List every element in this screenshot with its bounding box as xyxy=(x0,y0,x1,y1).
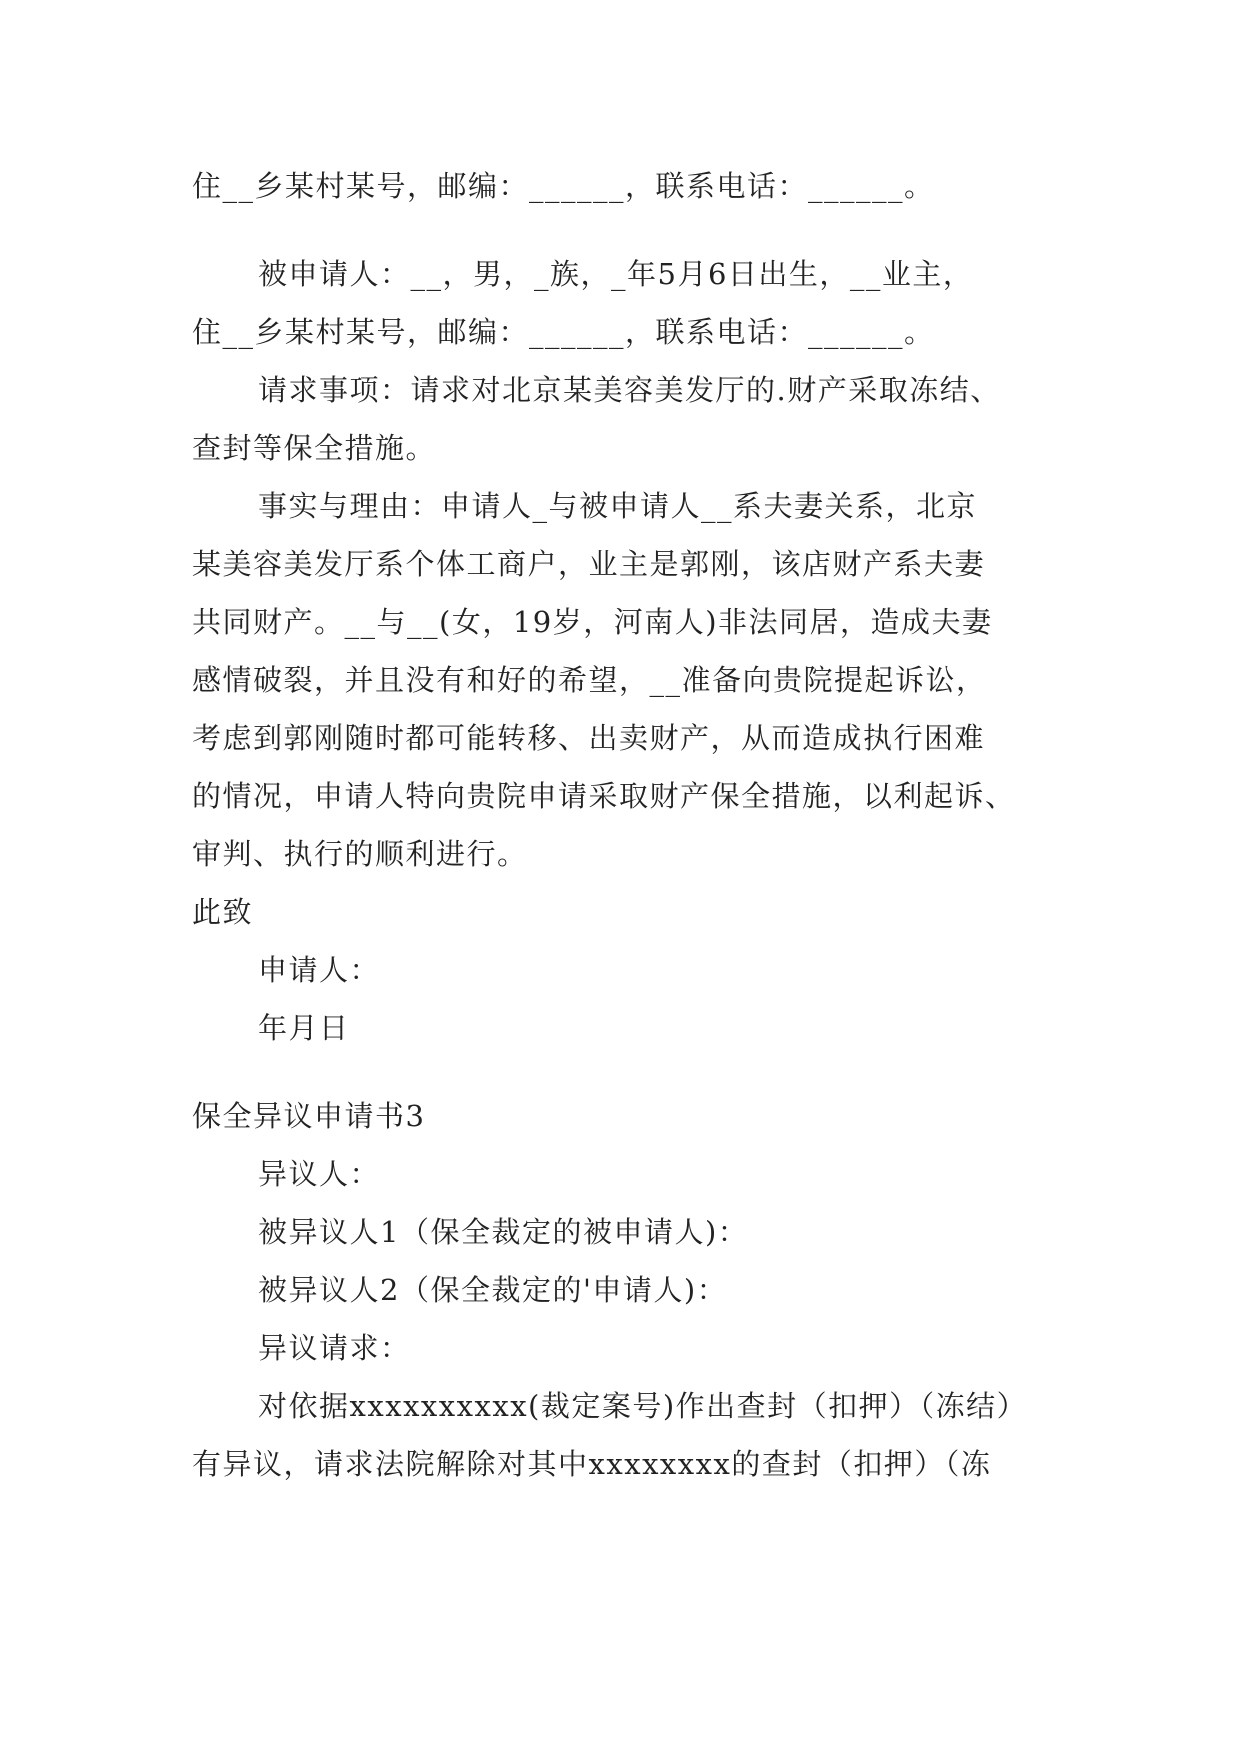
facts-reasons-line: 审判、执行的顺利进行。 xyxy=(192,837,528,871)
respondent-one-line: 被异议人1（保全裁定的被申请人)： xyxy=(258,1215,749,1249)
respondent-line: 被申请人：__，男，_族，_年5月6日出生，__业主， xyxy=(258,257,974,291)
objector-line: 异议人： xyxy=(258,1157,381,1191)
address-line-applicant: 住__乡某村某号，邮编：______，联系电话：______。 xyxy=(192,169,935,203)
facts-reasons-line: 某美容美发厅系个体工商户，业主是郭刚，该店财产系夫妻 xyxy=(192,547,986,581)
facts-reasons-line: 共同财产。__与__(女，19岁，河南人)非法同居，造成夫妻 xyxy=(192,605,993,639)
facts-reasons-line: 的情况，申请人特向贵院申请采取财产保全措施，以利起诉、 xyxy=(192,779,1016,813)
respondent-two-line: 被异议人2（保全裁定的'申请人)： xyxy=(258,1273,728,1307)
signature-date: 年月日 xyxy=(258,1011,350,1045)
salutation: 此致 xyxy=(192,895,254,929)
facts-reasons-line: 感情破裂，并且没有和好的希望，__准备向贵院提起诉讼， xyxy=(192,663,987,697)
objection-request-heading: 异议请求： xyxy=(258,1331,411,1365)
objection-request-line: 对依据xxxxxxxxxx(裁定案号)作出查封（扣押）（冻结） xyxy=(258,1389,1028,1423)
facts-reasons-line: 事实与理由：申请人_与被申请人__系夫妻关系，北京 xyxy=(258,489,978,523)
section-title: 保全异议申请书3 xyxy=(192,1099,426,1133)
request-items-continued: 查封等保全措施。 xyxy=(192,431,437,465)
request-items-line: 请求事项：请求对北京某美容美发厅的.财产采取冻结、 xyxy=(258,373,1001,407)
facts-reasons-line: 考虑到郭刚随时都可能转移、出卖财产，从而造成执行困难 xyxy=(192,721,986,755)
objection-request-line: 有异议，请求法院解除对其中xxxxxxxx的查封（扣押）（冻 xyxy=(192,1447,992,1481)
address-line-respondent: 住__乡某村某号，邮编：______，联系电话：______。 xyxy=(192,315,935,349)
signature-applicant: 申请人： xyxy=(258,953,381,987)
